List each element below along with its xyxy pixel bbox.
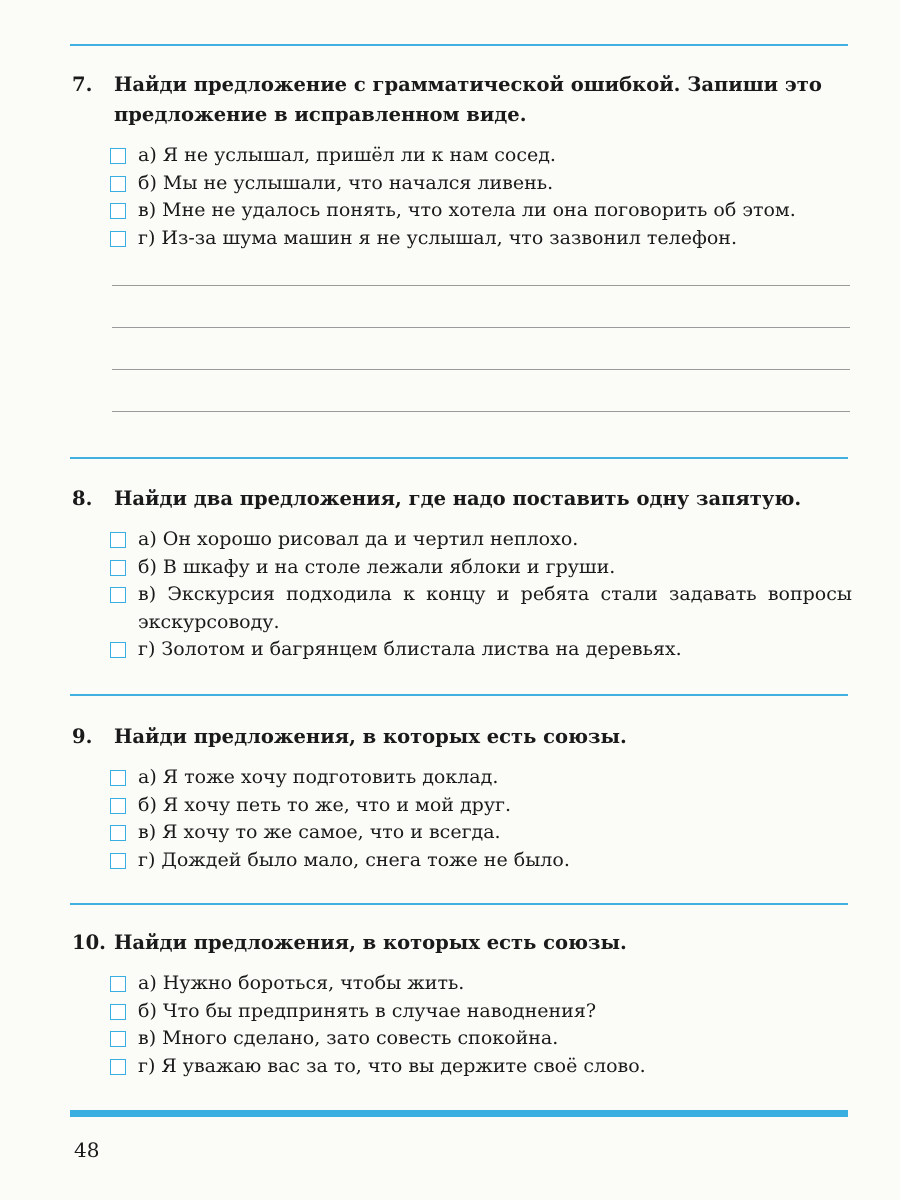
option-b[interactable]: б) Мы не услышали, что начался ливень. (72, 170, 852, 198)
answer-line[interactable] (112, 369, 850, 370)
option-a[interactable]: а) Нужно бороться, чтобы жить. (72, 970, 852, 998)
option-d[interactable]: г) Золотом и багрянцем блистала листва на деревьях. (72, 636, 852, 664)
task-9 (72, 722, 852, 874)
task-8-question (72, 484, 852, 514)
answer-line[interactable] (112, 327, 850, 328)
top-divider (70, 44, 848, 46)
checkbox[interactable] (110, 976, 126, 992)
checkbox[interactable] (110, 1004, 126, 1020)
option-a[interactable]: а) Я тоже хочу подготовить доклад. (72, 764, 852, 792)
answer-line[interactable] (112, 285, 850, 286)
checkbox[interactable] (110, 1031, 126, 1047)
answer-line[interactable] (112, 411, 850, 412)
option-c[interactable]: в) Экскурсия подходила к концу и ребята стали задавать вопросы экскурсоводу. (72, 581, 852, 636)
option-a[interactable]: а) Я не услышал, пришёл ли к нам сосед. (72, 142, 852, 170)
task-9-options (72, 764, 852, 874)
question-text: Найди предложения, в которых есть союзы. (114, 931, 627, 954)
task-8-options (72, 526, 852, 664)
option-d[interactable]: г) Из-за шума машин я не услышал, что зазвонил телефон. (72, 225, 852, 253)
task-number: 9. (72, 725, 93, 748)
option-a[interactable]: а) Он хорошо рисовал да и чертил неплохо. (72, 526, 852, 554)
page-number: 48 (74, 1138, 100, 1162)
option-c[interactable]: в) Много сделано, зато совесть спокойна. (72, 1025, 852, 1053)
option-d[interactable]: г) Я уважаю вас за то, что вы держите своё слово. (72, 1053, 852, 1081)
task-8 (72, 484, 852, 664)
question-text: Найди предложение с грамматической ошибкой. Запиши это предложение в исправленном виде. (114, 73, 822, 126)
checkbox[interactable] (110, 176, 126, 192)
option-d[interactable]: г) Дождей было мало, снега тоже не было. (72, 847, 852, 875)
checkbox[interactable] (110, 148, 126, 164)
checkbox[interactable] (110, 825, 126, 841)
checkbox[interactable] (110, 231, 126, 247)
checkbox[interactable] (110, 203, 126, 219)
question-text: Найди два предложения, где надо поставить одну запятую. (114, 487, 802, 510)
task-7-options (72, 142, 852, 252)
checkbox[interactable] (110, 532, 126, 548)
section-divider (70, 903, 848, 905)
task-9-question (72, 722, 852, 752)
checkbox[interactable] (110, 1059, 126, 1075)
task-10-question (72, 928, 852, 958)
task-10-options (72, 970, 852, 1080)
section-divider (70, 457, 848, 459)
option-c[interactable]: в) Я хочу то же самое, что и всегда. (72, 819, 852, 847)
task-10 (72, 928, 852, 1080)
task-number: 7. (72, 73, 93, 96)
checkbox[interactable] (110, 587, 126, 603)
footer-bar (70, 1110, 848, 1117)
option-b[interactable]: б) Что бы предпринять в случае наводнения? (72, 998, 852, 1026)
task-number: 10. (72, 931, 106, 954)
option-c[interactable]: в) Мне не удалось понять, что хотела ли она поговорить об этом. (72, 197, 852, 225)
checkbox[interactable] (110, 642, 126, 658)
checkbox[interactable] (110, 853, 126, 869)
checkbox[interactable] (110, 798, 126, 814)
checkbox[interactable] (110, 770, 126, 786)
task-7 (72, 70, 852, 252)
option-b[interactable]: б) В шкафу и на столе лежали яблоки и груши. (72, 554, 852, 582)
task-7-question (72, 70, 852, 130)
section-divider (70, 694, 848, 696)
question-text: Найди предложения, в которых есть союзы. (114, 725, 627, 748)
checkbox[interactable] (110, 560, 126, 576)
task-number: 8. (72, 487, 93, 510)
option-b[interactable]: б) Я хочу петь то же, что и мой друг. (72, 792, 852, 820)
